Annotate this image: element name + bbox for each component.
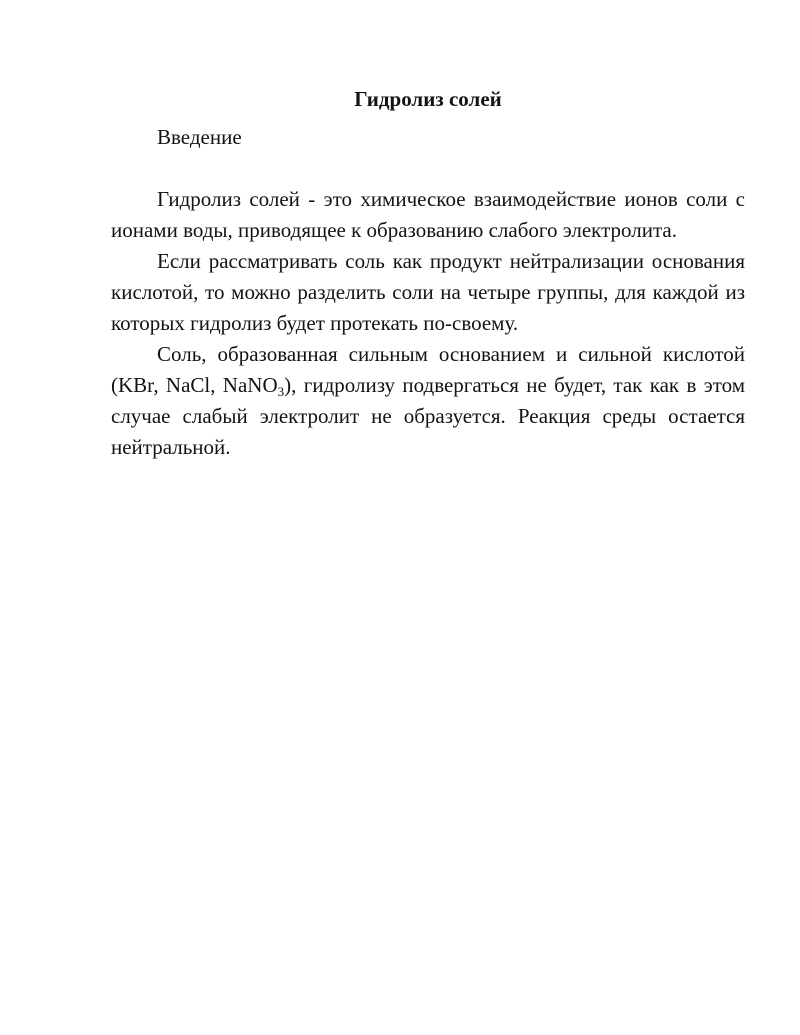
paragraph-definition: Гидролиз солей - это химическое взаимодействие ионов соли с ионами воды, приводящее к образованию слабого электролита. xyxy=(111,187,745,242)
chemical-formula-subscript: 3 xyxy=(277,384,285,399)
section-heading-introduction: Введение xyxy=(157,125,242,149)
paragraph-classification: Если рассматривать соль как продукт нейтрализации основания кислотой, то можно разделить соли на четыре группы, для каждой из которых гидролиз будет протекать по-своему. xyxy=(111,249,745,335)
paragraph-strong-base-strong-acid xyxy=(111,339,745,463)
paragraph-text-after-subscript: ), гидролизу подвергаться не будет, так как в этом случае слабый электролит не образуется. Реакция среды остается нейтральной. xyxy=(111,373,745,459)
document-title: Гидролиз солей xyxy=(354,87,502,111)
blank-line xyxy=(111,153,745,184)
paragraph-text-before-subscript: Соль, образованная сильным основанием и сильной кислотой (KBr, NaCl, NaNO xyxy=(111,342,745,397)
